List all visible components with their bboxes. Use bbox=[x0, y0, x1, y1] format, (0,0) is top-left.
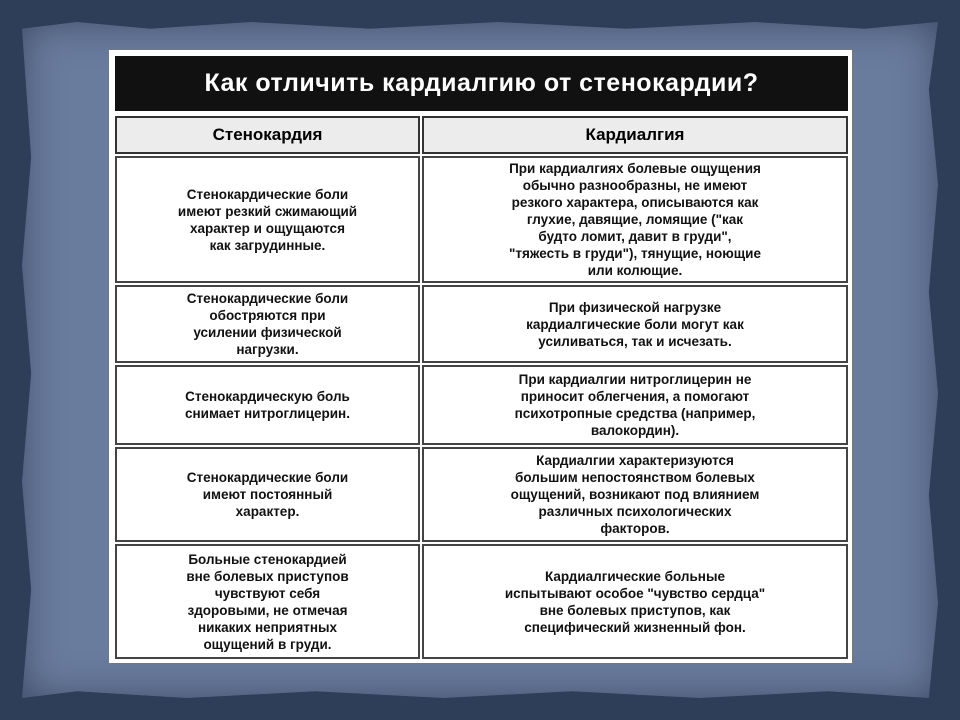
table-cell-cardialgia-5: Кардиалгические больные испытывают особое "чувство сердца" вне болевых приступов, как специфический жизненный фон. bbox=[422, 544, 848, 659]
table-cell-angina-5: Больные стенокардией вне болевых приступов чувствуют себя здоровыми, не отмечая никаких неприятных ощущений в груди. bbox=[115, 544, 420, 659]
column-header-angina: Стенокардия bbox=[115, 116, 420, 154]
table-cell-cardialgia-1: При кардиалгиях болевые ощущения обычно разнообразны, не имеют резкого характера, описываются как глухие, давящие, ломящие ("как будто ломит, давит в груди", "тяжесть в груди"), тянущие, ноющие или колющие. bbox=[422, 156, 848, 283]
table-cell-angina-3: Стенокардическую боль снимает нитроглицерин. bbox=[115, 365, 420, 445]
table-cell-angina-4: Стенокардические боли имеют постоянный характер. bbox=[115, 447, 420, 542]
table-cell-cardialgia-3: При кардиалгии нитроглицерин не приносит облегчения, а помогают психотропные средства (например, валокордин). bbox=[422, 365, 848, 445]
table-cell-angina-2: Стенокардические боли обостряются при усилении физической нагрузки. bbox=[115, 285, 420, 363]
column-header-cardialgia: Кардиалгия bbox=[422, 116, 848, 154]
table-cell-angina-1: Стенокардические боли имеют резкий сжимающий характер и ощущаются как загрудинные. bbox=[115, 156, 420, 283]
table-cell-cardialgia-2: При физической нагрузке кардиалгические боли могут как усиливаться, так и исчезать. bbox=[422, 285, 848, 363]
table-cell-cardialgia-4: Кардиалгии характеризуются большим непостоянством болевых ощущений, возникают под влиянием различных психологических факторов. bbox=[422, 447, 848, 542]
slide-image bbox=[108, 49, 853, 664]
slide-title: Как отличить кардиалгию от стенокардии? bbox=[115, 56, 848, 111]
